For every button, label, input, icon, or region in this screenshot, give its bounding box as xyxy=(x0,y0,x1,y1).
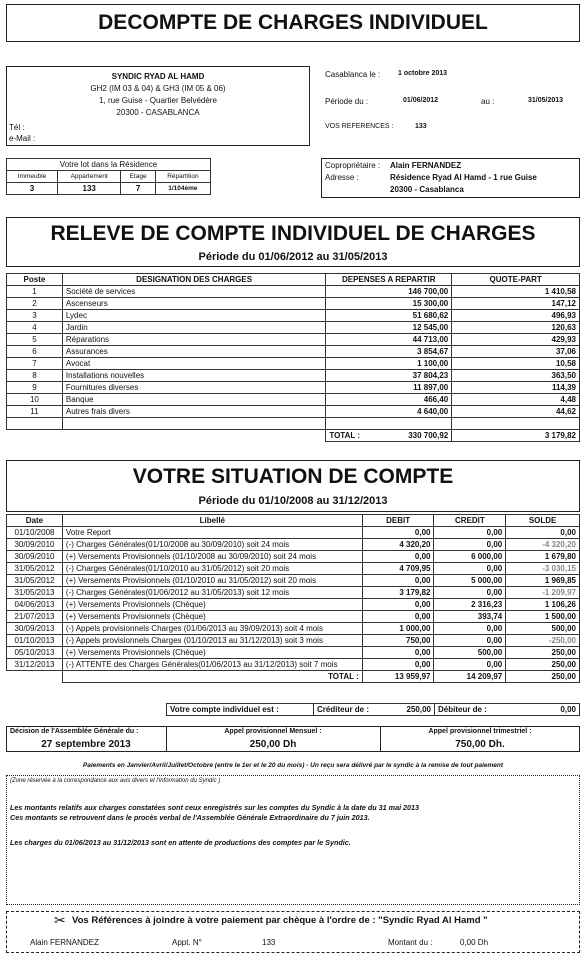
situation-cell-credit: 0,00 xyxy=(434,623,506,635)
situation-cell-libelle: (-) Appels provisionnels Charges (01/10/2013 au 31/12/2013) soit 3 mois xyxy=(62,635,362,647)
releve-cell-quote: 114,39 xyxy=(452,382,580,394)
releve-cell-poste: 5 xyxy=(7,334,63,346)
releve-cell-poste: 1 xyxy=(7,286,63,298)
releve-total-label-text: TOTAL : xyxy=(329,430,361,440)
releve-row xyxy=(7,322,580,334)
lot-value: 7 xyxy=(121,183,155,195)
syndic-line1: GH2 (IM 03 & 04) & GH3 (IM 05 & 06) xyxy=(90,84,226,93)
releve-cell-quote: 147,12 xyxy=(452,298,580,310)
situation-cell-solde: -3 030,15 xyxy=(506,563,580,575)
situation-row xyxy=(7,551,580,563)
situation-total-label: TOTAL : xyxy=(62,671,362,683)
period-to-label: au : xyxy=(481,97,495,106)
releve-cell-designation: Autres frais divers xyxy=(62,406,325,418)
releve-cell-poste: 2 xyxy=(7,298,63,310)
situation-cell-debit: 0,00 xyxy=(362,659,434,671)
releve-cell-designation: Jardin xyxy=(62,322,325,334)
releve-cell-poste: 10 xyxy=(7,394,63,406)
lot-title: Votre lot dans la Résidence xyxy=(7,159,211,171)
lot-header: Appartement xyxy=(57,171,120,183)
releve-cell-poste: 3 xyxy=(7,310,63,322)
situation-cell-libelle: (+) Versements Provisionnels (01/10/2010 au 31/05/2012) soit 20 mois xyxy=(62,575,362,587)
situation-cell-date: 30/09/2010 xyxy=(7,551,63,563)
situation-cell-date: 30/09/2013 xyxy=(7,623,63,635)
situation-table xyxy=(6,514,580,683)
situation-row xyxy=(7,587,580,599)
releve-total-label xyxy=(326,430,452,442)
situation-cell-credit: 0,00 xyxy=(434,527,506,539)
situation-total-debit: 13 959,97 xyxy=(362,671,434,683)
situation-cell-debit: 0,00 xyxy=(362,575,434,587)
releve-cell-depenses: 11 897,00 xyxy=(326,382,452,394)
situation-subtitle: Période du 01/10/2008 au 31/12/2013 xyxy=(198,495,388,507)
releve-row xyxy=(7,382,580,394)
situation-cell-credit: 0,00 xyxy=(434,659,506,671)
situation-total-credit: 14 209,97 xyxy=(434,671,506,683)
address-label: Adresse : xyxy=(325,173,359,182)
trimestriel-label: Appel provisionnel trimestriel : xyxy=(428,728,532,735)
releve-total-row xyxy=(7,430,580,442)
coupon-montant-label: Montant du : xyxy=(388,938,433,947)
situation-cell-solde: 500,00 xyxy=(506,623,580,635)
situation-row xyxy=(7,623,580,635)
releve-cell-designation: Ascenseurs xyxy=(62,298,325,310)
releve-empty-row xyxy=(7,418,580,430)
releve-cell-quote: 4,48 xyxy=(452,394,580,406)
situation-total-solde: 250,00 xyxy=(506,671,580,683)
releve-cell-poste: 4 xyxy=(7,322,63,334)
releve-cell-designation: Réparations xyxy=(62,334,325,346)
situation-cell-date: 21/07/2013 xyxy=(7,611,63,623)
situation-row xyxy=(7,539,580,551)
releve-cell-depenses: 466,40 xyxy=(326,394,452,406)
coupon-name: Alain FERNANDEZ xyxy=(30,938,99,947)
situation-cell-debit: 0,00 xyxy=(362,611,434,623)
lot-table xyxy=(6,158,211,195)
trimestriel-value: 750,00 Dh. xyxy=(455,739,505,750)
situation-header: Libellé xyxy=(62,515,362,527)
decision-divider xyxy=(380,726,381,752)
releve-cell-designation: Installations nouvelles xyxy=(62,370,325,382)
coupon-appt-value: 133 xyxy=(262,938,276,947)
releve-cell-depenses: 146 700,00 xyxy=(326,286,452,298)
situation-cell-libelle: (-) Charges Générales(01/10/2010 au 31/05/2012) soit 20 mois xyxy=(62,563,362,575)
payments-note: Paiements en Janvier/Avril/Juillet/Octobre (entre le 1er et le 20 du mois) - Un reçu sera délivré par le syndic à la remise de tout paiement xyxy=(82,762,504,769)
crediteur-value: 250,00 xyxy=(378,704,435,716)
releve-cell-depenses: 51 680,62 xyxy=(326,310,452,322)
releve-cell-poste: 8 xyxy=(7,370,63,382)
situation-cell-credit: 0,00 xyxy=(434,563,506,575)
situation-cell-solde: 250,00 xyxy=(506,659,580,671)
releve-cell-poste: 9 xyxy=(7,382,63,394)
releve-cell-designation: Banque xyxy=(62,394,325,406)
situation-cell-credit: 393,74 xyxy=(434,611,506,623)
situation-cell-solde: -250,00 xyxy=(506,635,580,647)
releve-cell-designation: Fournitures diverses xyxy=(62,382,325,394)
releve-cell-depenses: 37 804,23 xyxy=(326,370,452,382)
situation-cell-solde: 1 679,80 xyxy=(506,551,580,563)
lot-value: 133 xyxy=(57,183,120,195)
lot-header: Etage xyxy=(121,171,155,183)
situation-cell-debit: 3 179,82 xyxy=(362,587,434,599)
situation-cell-libelle: (+) Versements Provisionnels (01/10/2008 au 30/09/2010) soit 24 mois xyxy=(62,551,362,563)
situation-header: SOLDE xyxy=(506,515,580,527)
releve-cell-designation: Lydec xyxy=(62,310,325,322)
address-line1: Résidence Ryad Al Hamd - 1 rue Guise xyxy=(390,173,537,182)
refs-label: VOS REFERENCES : xyxy=(325,123,394,130)
owner-value: Alain FERNANDEZ xyxy=(390,161,462,170)
situation-cell-solde: 1 500,00 xyxy=(506,611,580,623)
situation-cell-solde: 1 969,85 xyxy=(506,575,580,587)
releve-cell-quote: 44,62 xyxy=(452,406,580,418)
releve-row xyxy=(7,394,580,406)
coupon-heading: Vos Références à joindre à votre paiement par chèque à l'ordre de : "Syndic Ryad Al Hamd " xyxy=(72,915,488,926)
balance-table xyxy=(166,703,580,716)
tel-label: Tél : xyxy=(9,123,25,132)
releve-cell-poste: 7 xyxy=(7,358,63,370)
situation-row xyxy=(7,659,580,671)
coupon-appt-label: Appt. N° xyxy=(172,938,202,947)
lot-header: Répartition xyxy=(155,171,210,183)
releve-cell-quote: 120,63 xyxy=(452,322,580,334)
situation-row xyxy=(7,599,580,611)
lot-header: Immeuble xyxy=(7,171,58,183)
releve-cell-depenses: 15 300,00 xyxy=(326,298,452,310)
releve-row xyxy=(7,358,580,370)
owner-label: Copropriétaire : xyxy=(325,161,381,170)
releve-cell-designation: Société de services xyxy=(62,286,325,298)
situation-cell-date: 31/05/2013 xyxy=(7,587,63,599)
situation-header: DEBIT xyxy=(362,515,434,527)
syndic-name: SYNDIC RYAD AL HAMD xyxy=(111,72,205,81)
releve-header: QUOTE-PART xyxy=(452,274,580,286)
period-from: 01/06/2012 xyxy=(403,97,439,104)
situation-cell-debit: 1 000,00 xyxy=(362,623,434,635)
releve-row xyxy=(7,346,580,358)
debiteur-label: Débiteur de : xyxy=(435,704,502,716)
situation-cell-libelle: (+) Versements Provisionnels (Chèque) xyxy=(62,647,362,659)
situation-cell-credit: 5 000,00 xyxy=(434,575,506,587)
coupon-montant-value: 0,00 Dh xyxy=(460,938,489,947)
situation-row xyxy=(7,563,580,575)
syndic-line3: 20300 - CASABLANCA xyxy=(116,108,200,117)
situation-cell-libelle: (+) Versements Provisionnels (Chèque) xyxy=(62,611,362,623)
notes-line1: Les montants relatifs aux charges constatées sont ceux enregistrés sur les comptes du Syndic à la date du 31 mai 2013 xyxy=(10,803,420,812)
releve-cell-quote: 363,50 xyxy=(452,370,580,382)
refs-value: 133 xyxy=(415,123,427,130)
releve-row xyxy=(7,310,580,322)
situation-cell-libelle: Votre Report xyxy=(62,527,362,539)
situation-cell-date: 31/12/2013 xyxy=(7,659,63,671)
releve-cell-quote: 1 410,58 xyxy=(452,286,580,298)
releve-row xyxy=(7,406,580,418)
decision-divider xyxy=(166,726,167,752)
situation-cell-solde: -4 320,20 xyxy=(506,539,580,551)
situation-cell-solde: 1 106,26 xyxy=(506,599,580,611)
situation-cell-libelle: (-) Appels provisionnels Charges (01/06/2013 au 39/09/2013) soit 4 mois xyxy=(62,623,362,635)
ag-value: 27 septembre 2013 xyxy=(41,739,131,750)
releve-header: DEPENSES A REPARTIR xyxy=(326,274,452,286)
situation-cell-date: 31/05/2012 xyxy=(7,563,63,575)
ag-label: Décision de l'Assemblée Générale du : xyxy=(10,728,139,735)
situation-cell-date: 31/05/2012 xyxy=(7,575,63,587)
situation-cell-debit: 0,00 xyxy=(362,551,434,563)
releve-header: DESIGNATION DES CHARGES xyxy=(62,274,325,286)
situation-row xyxy=(7,611,580,623)
situation-header: Date xyxy=(7,515,63,527)
situation-cell-debit: 0,00 xyxy=(362,599,434,611)
releve-title: RELEVE DE COMPTE INDIVIDUEL DE CHARGES xyxy=(50,222,536,245)
releve-cell-quote: 429,93 xyxy=(452,334,580,346)
situation-cell-date: 04/06/2013 xyxy=(7,599,63,611)
situation-cell-solde: 250,00 xyxy=(506,647,580,659)
situation-cell-credit: 0,00 xyxy=(434,635,506,647)
period-to: 31/05/2013 xyxy=(528,97,564,104)
releve-cell-designation: Avocat xyxy=(62,358,325,370)
releve-cell-depenses: 4 640,00 xyxy=(326,406,452,418)
releve-cell-designation: Assurances xyxy=(62,346,325,358)
situation-cell-libelle: (+) Versements Provisionnels (Chèque) xyxy=(62,599,362,611)
situation-title: VOTRE SITUATION DE COMPTE xyxy=(132,465,454,488)
situation-cell-solde: -1 209,97 xyxy=(506,587,580,599)
crediteur-label: Créditeur de : xyxy=(314,704,379,716)
releve-cell-depenses: 12 545,00 xyxy=(326,322,452,334)
mensuel-value: 250,00 Dh xyxy=(249,739,297,750)
releve-row xyxy=(7,370,580,382)
situation-cell-credit: 2 316,23 xyxy=(434,599,506,611)
debiteur-value: 0,00 xyxy=(501,704,580,716)
situation-cell-debit: 750,00 xyxy=(362,635,434,647)
releve-cell-quote: 10,58 xyxy=(452,358,580,370)
notes-line3: Les charges du 01/06/2013 au 31/12/2013 sont en attente de productions des comptes par le Syndic. xyxy=(10,838,351,847)
situation-cell-solde: 0,00 xyxy=(506,527,580,539)
situation-cell-credit: 500,00 xyxy=(434,647,506,659)
address-line2: 20300 - Casablanca xyxy=(390,185,464,194)
situation-header: CREDIT xyxy=(434,515,506,527)
releve-row xyxy=(7,286,580,298)
date-value: 1 octobre 2013 xyxy=(398,70,448,77)
situation-cell-date: 05/10/2013 xyxy=(7,647,63,659)
situation-row xyxy=(7,635,580,647)
releve-cell-depenses: 44 713,00 xyxy=(326,334,452,346)
situation-cell-date: 01/10/2008 xyxy=(7,527,63,539)
balance-label: Votre compte individuel est : xyxy=(167,704,314,716)
releve-table xyxy=(6,273,580,442)
releve-row xyxy=(7,298,580,310)
releve-cell-poste: 6 xyxy=(7,346,63,358)
releve-header: Poste xyxy=(7,274,63,286)
situation-row xyxy=(7,527,580,539)
notes-reserved: (Zone réservée à la correspondance aux avis divers et l'information du Syndic ) xyxy=(10,778,221,784)
releve-cell-quote: 37,06 xyxy=(452,346,580,358)
situation-row xyxy=(7,575,580,587)
lot-value: 1/104ème xyxy=(155,183,210,195)
releve-cell-depenses: 1 100,00 xyxy=(326,358,452,370)
situation-cell-debit: 0,00 xyxy=(362,647,434,659)
scissors-icon: ✂ xyxy=(54,912,66,928)
situation-cell-libelle: (-) ATTENTE des Charges Générales(01/06/2013 au 31/12/2013) soit 7 mois xyxy=(62,659,362,671)
situation-cell-date: 01/10/2013 xyxy=(7,635,63,647)
situation-cell-libelle: (-) Charges Générales(01/06/2012 au 31/05/2013) soit 12 mois xyxy=(62,587,362,599)
releve-cell-depenses: 3 854,67 xyxy=(326,346,452,358)
situation-cell-libelle: (-) Charges Générales(01/10/2008 au 30/09/2010) soit 24 mois xyxy=(62,539,362,551)
releve-subtitle: Période du 01/06/2012 au 31/05/2013 xyxy=(198,251,388,263)
releve-row xyxy=(7,334,580,346)
releve-total-quote: 3 179,82 xyxy=(452,430,580,442)
situation-cell-credit: 0,00 xyxy=(434,587,506,599)
releve-cell-quote: 496,93 xyxy=(452,310,580,322)
situation-cell-debit: 0,00 xyxy=(362,527,434,539)
lot-value: 3 xyxy=(7,183,58,195)
date-label: Casablanca le : xyxy=(325,70,381,79)
releve-total-depenses: 330 700,92 xyxy=(408,430,449,440)
page-title: DECOMPTE DE CHARGES INDIVIDUEL xyxy=(98,11,488,34)
situation-cell-credit: 0,00 xyxy=(434,539,506,551)
mensuel-label: Appel provisionnel Mensuel : xyxy=(224,728,322,735)
situation-row xyxy=(7,647,580,659)
syndic-line2: 1, rue Guise - Quartier Belvédère xyxy=(99,96,217,105)
notes-line2: Ces montants se retrouvent dans le procès verbal de l'Assemblée Générale Extraordinaire du 7 juin 2013. xyxy=(10,813,370,822)
situation-cell-debit: 4 320,20 xyxy=(362,539,434,551)
situation-total-row xyxy=(7,671,580,683)
releve-cell-poste: 11 xyxy=(7,406,63,418)
email-label: e-Mail : xyxy=(9,134,36,143)
situation-cell-credit: 6 000,00 xyxy=(434,551,506,563)
situation-cell-date: 30/09/2010 xyxy=(7,539,63,551)
situation-cell-debit: 4 709,95 xyxy=(362,563,434,575)
period-label: Période du : xyxy=(325,97,369,106)
